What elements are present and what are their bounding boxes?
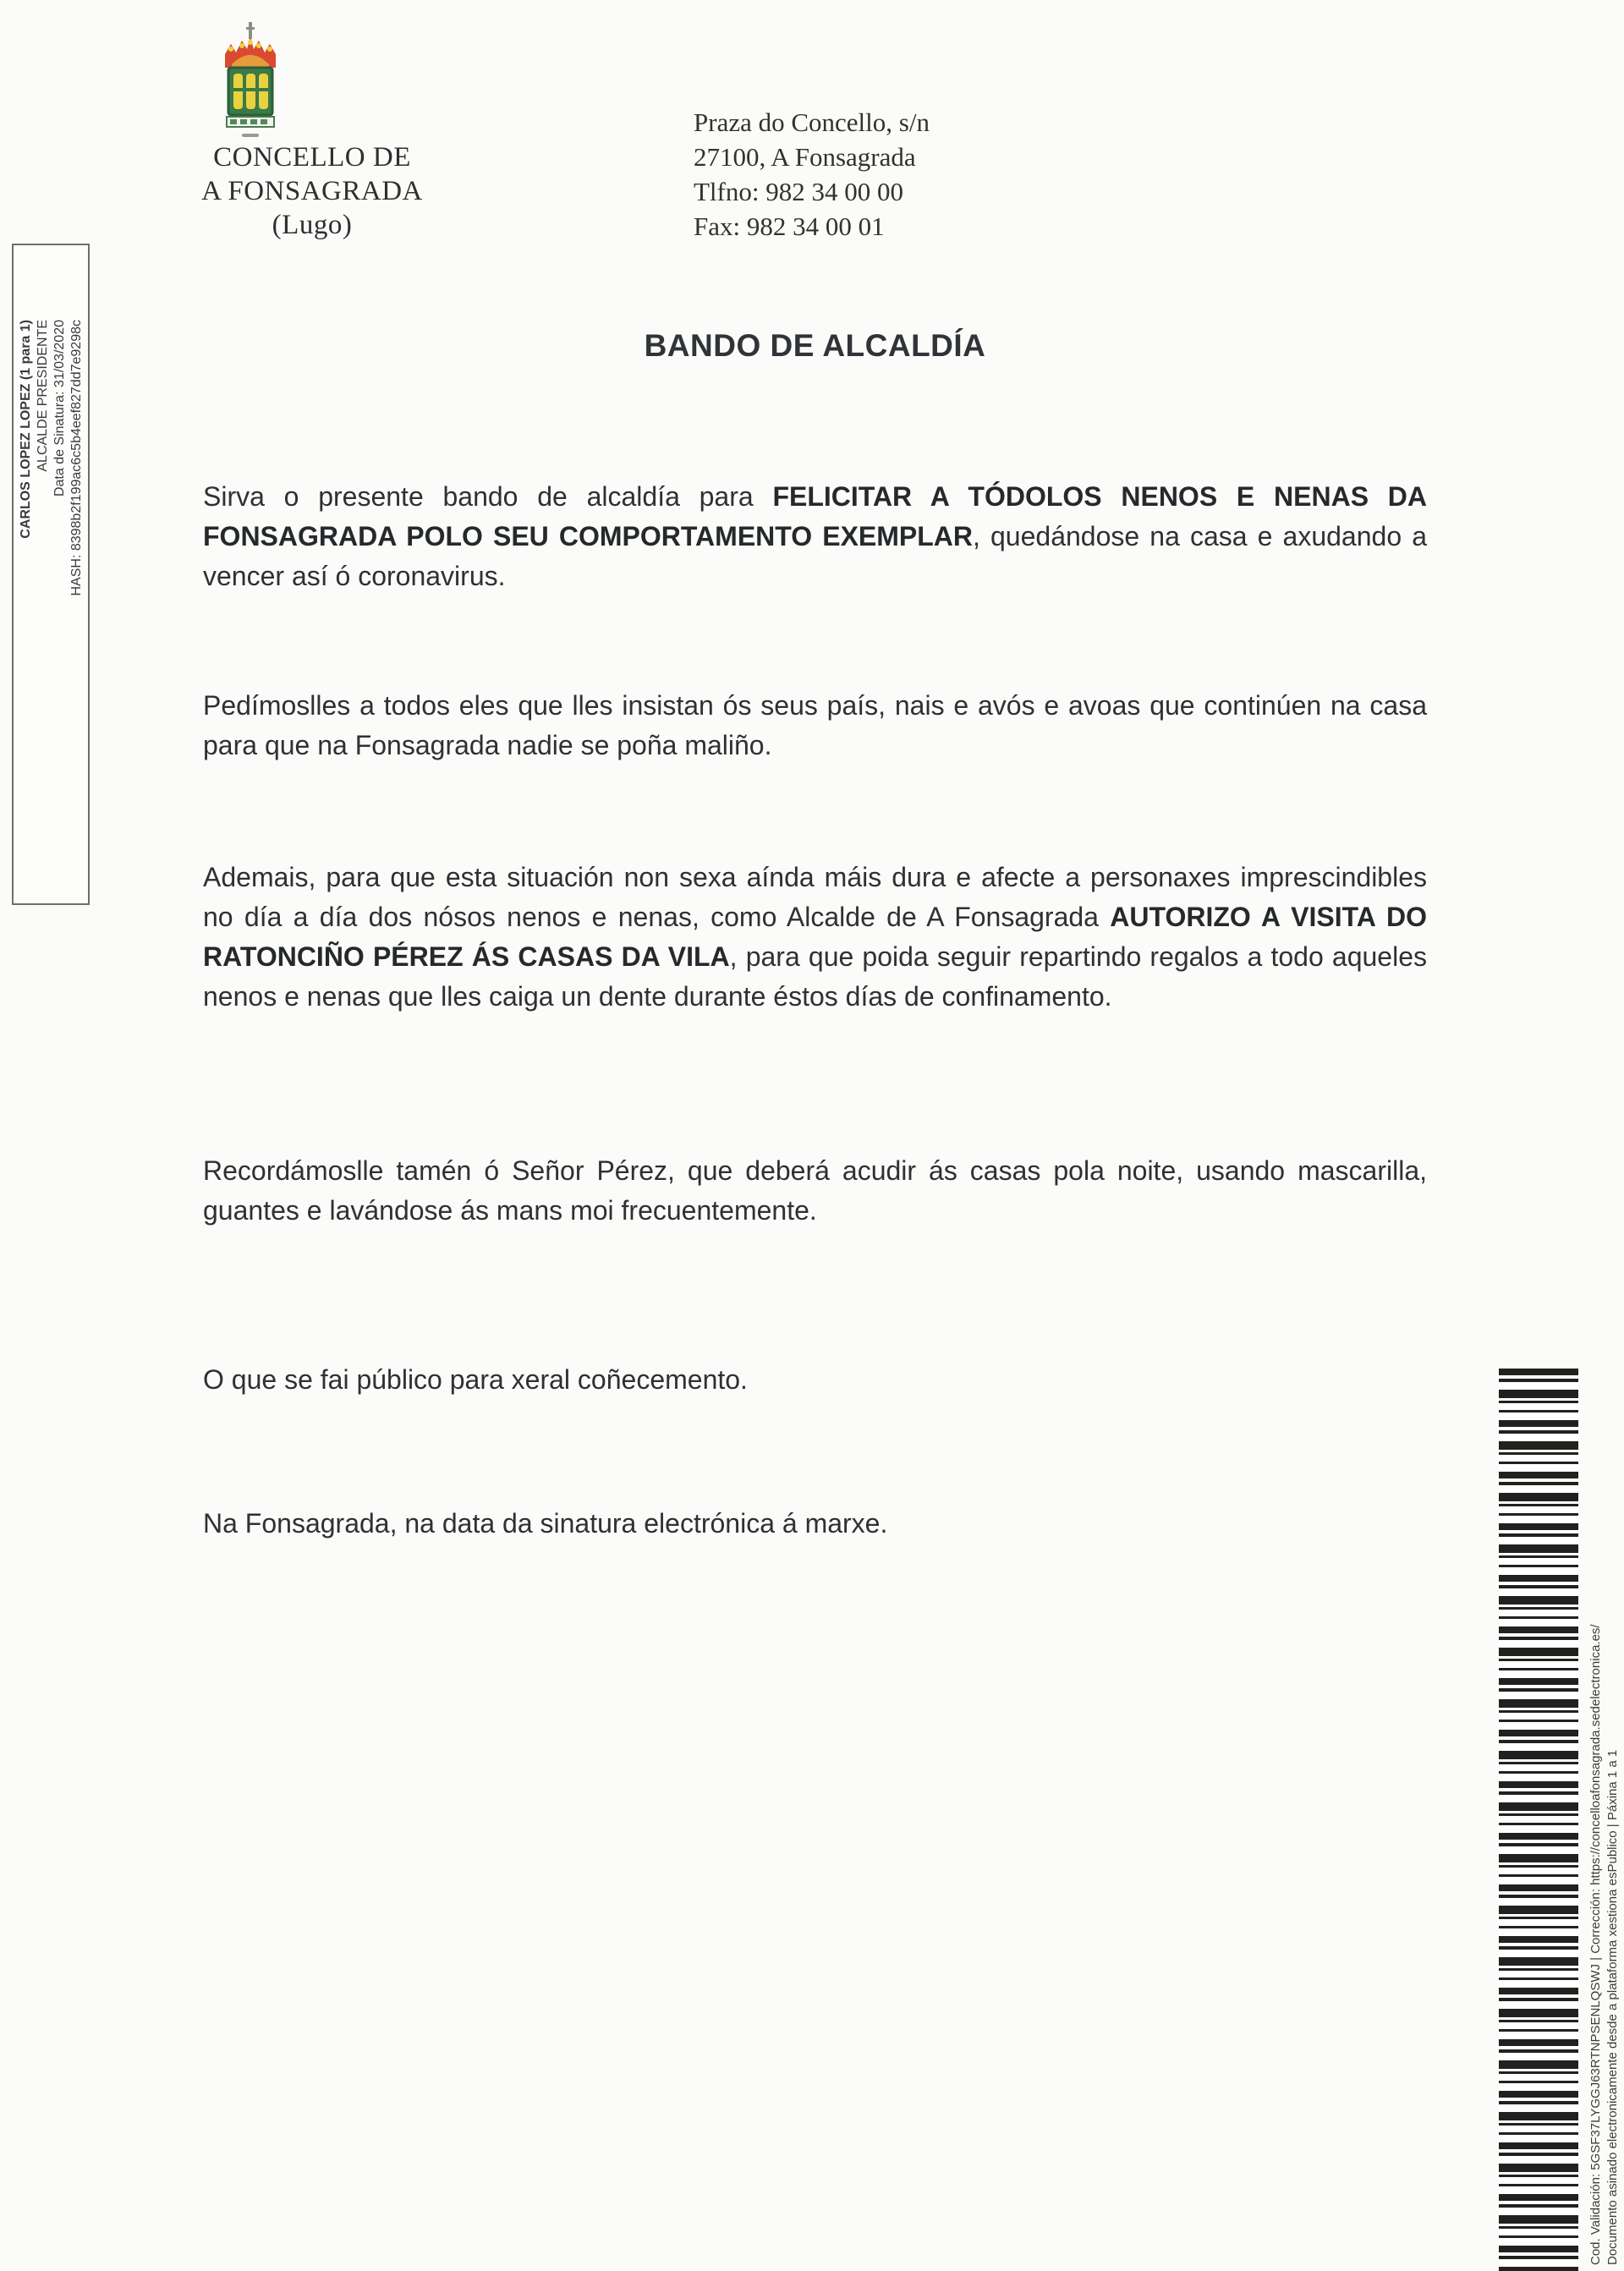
validation-platform-line: Documento asinado electronicamente desde a plataforma xestiona esPublico | Páxina 1 a 1 — [1605, 1749, 1620, 2265]
signature-hash: HASH: 8398b2f199ac6c5b4eef827dd7e9298c — [69, 320, 84, 596]
signer-role: ALCALDE PRESIDENTE — [36, 320, 50, 472]
municipality-name-block — [189, 140, 435, 242]
validation-stamp-text — [1588, 1339, 1623, 2265]
p1-post: , quedándose na casa e axudando a vencer así ó coronavirus. — [203, 521, 1428, 591]
paragraph-reminder: Recordámoslle tamén ó Señor Pérez, que deberá acudir ás casas pola noite, usando mascarilla, guantes e lavándose ás mans moi frecuentemente. — [203, 1155, 1427, 1226]
p3-pre: Ademais, para que esta situación non sexa aínda máis dura e afecte a personaxes imprescindibles no día a día dos nósos nenos e nenas, como Alcalde de A Fonsagrada — [203, 862, 1427, 932]
address-street: Praza do Concello, s/n — [694, 107, 930, 137]
address-city: 27100, A Fonsagrada — [694, 142, 916, 172]
paragraph-public-notice: O que se fai público para xeral coñecemento. — [203, 1364, 748, 1395]
municipality-line-2: A FONSAGRADA — [201, 176, 423, 206]
coat-of-arms-icon — [218, 20, 283, 144]
address-phone: Tlfno: 982 34 00 00 — [694, 177, 903, 206]
signature-date: Data de Sinatura: 31/03/2020 — [52, 320, 67, 497]
signature-stamp-text — [18, 320, 85, 827]
municipality-line-3: (Lugo) — [272, 210, 353, 240]
paragraph-greeting — [203, 477, 1427, 596]
signer-name: CARLOS LOPEZ LOPEZ (1 para 1) — [19, 320, 33, 539]
paragraph-authorization — [203, 858, 1427, 1017]
p3-bold: AUTORIZO A VISITA DO RATONCIÑO PÉREZ ÁS CASAS DA VILA — [203, 902, 1428, 972]
paragraph-request: Pedímoslles a todos eles que lles insistan ós seus país, nais e avós e avoas que continúen na casa para que na Fonsagrada nadie se poña maliño. — [203, 690, 1427, 760]
signature-stamp-box — [12, 244, 90, 905]
validation-code-line: Cod. Validación: 5GSF37LYGGJ63RTNPSENLQSWJ | Corrección: https://concelloafonsagrada.sedelectronica.es/ — [1588, 1624, 1603, 2265]
document-title: BANDO DE ALCALDÍA — [644, 328, 986, 363]
municipality-line-1: CONCELLO DE — [213, 142, 411, 173]
p3-post: , para que poida seguir repartindo regalos a todo aqueles nenos e nenas que lles caiga un dente durante éstos días de confinamento. — [203, 941, 1428, 1012]
barcode — [1499, 1369, 1578, 2271]
p1-bold: FELICITAR A TÓDOLOS NENOS E NENAS DA FONSAGRADA POLO SEU COMPORTAMENTO EXEMPLAR — [203, 481, 1428, 551]
address-fax: Fax: 982 34 00 01 — [694, 211, 885, 241]
p1-pre: Sirva o presente bando de alcaldía para — [203, 481, 773, 512]
paragraph-signature-place: Na Fonsagrada, na data da sinatura electrónica á marxe. — [203, 1508, 888, 1539]
address-block — [694, 105, 930, 244]
